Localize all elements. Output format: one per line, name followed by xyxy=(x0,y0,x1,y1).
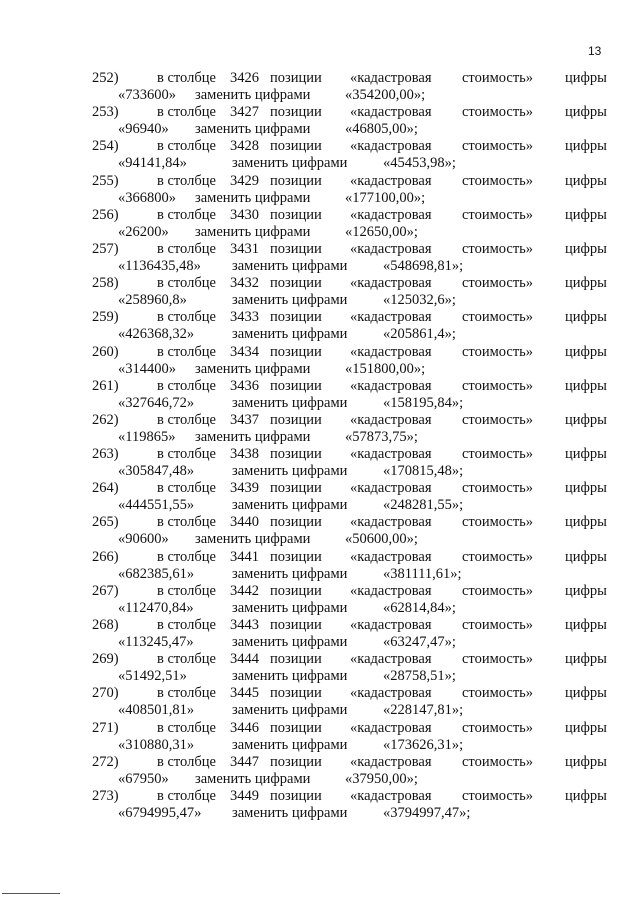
entry-number: 252) xyxy=(92,70,119,86)
column-number: 3441 xyxy=(230,548,259,565)
position-word: позиции xyxy=(270,548,322,565)
replace-text: заменить цифрами xyxy=(232,497,348,514)
figures-word: цифры xyxy=(565,753,607,770)
replace-text: заменить цифрами xyxy=(232,155,348,172)
figures-word: цифры xyxy=(565,651,607,668)
new-value: «158195,84»; xyxy=(383,394,464,411)
cadastral-word: «кадастровая xyxy=(350,787,432,804)
list-item xyxy=(0,205,640,239)
column-number: 3429 xyxy=(230,172,259,189)
new-value: «46805,00»; xyxy=(345,121,418,138)
new-value: «45453,98»; xyxy=(383,155,456,172)
figures-word: цифры xyxy=(565,240,607,257)
cadastral-word: «кадастровая xyxy=(350,104,432,121)
column-number: 3438 xyxy=(230,446,259,463)
column-number: 3436 xyxy=(230,377,259,394)
new-value: «170815,48»; xyxy=(383,463,464,480)
cadastral-word: «кадастровая xyxy=(350,719,432,736)
new-value: «173626,31»; xyxy=(383,736,464,753)
old-value: «733600» xyxy=(118,87,176,103)
cadastral-word: «кадастровая xyxy=(350,582,432,599)
column-number: 3447 xyxy=(230,753,259,770)
entry-number: 261) xyxy=(92,377,119,394)
list-item xyxy=(0,136,640,170)
old-value: «444551,55» xyxy=(118,497,195,514)
figures-word: цифры xyxy=(565,480,607,497)
figures-word: цифры xyxy=(565,787,607,804)
position-word: позиции xyxy=(270,446,322,463)
position-word: позиции xyxy=(270,309,322,326)
column-number: 3426 xyxy=(230,70,259,86)
figures-word: цифры xyxy=(565,377,607,394)
list-item xyxy=(0,547,640,581)
old-value: «96940» xyxy=(118,121,169,138)
list-item xyxy=(0,376,640,410)
column-number: 3442 xyxy=(230,582,259,599)
cost-word: стоимость» xyxy=(462,275,534,292)
cost-word: стоимость» xyxy=(462,377,534,394)
position-word: позиции xyxy=(270,411,322,428)
figures-word: цифры xyxy=(565,719,607,736)
entry-number: 267) xyxy=(92,582,119,599)
column-text: в столбце xyxy=(157,753,216,770)
new-value: «228147,81»; xyxy=(383,702,464,719)
column-text: в столбце xyxy=(157,377,216,394)
entry-number: 260) xyxy=(92,343,119,360)
entry-number: 253) xyxy=(92,104,119,121)
replace-text: заменить цифрами xyxy=(195,360,311,377)
cost-word: стоимость» xyxy=(462,240,534,257)
column-number: 3431 xyxy=(230,240,259,257)
figures-word: цифры xyxy=(565,582,607,599)
column-text: в столбце xyxy=(157,70,216,86)
list-item xyxy=(0,273,640,307)
column-number: 3428 xyxy=(230,138,259,155)
new-value: «28758,51»; xyxy=(383,668,456,685)
position-word: позиции xyxy=(270,240,322,257)
cadastral-word: «кадастровая xyxy=(350,309,432,326)
replace-text: заменить цифрами xyxy=(232,292,348,309)
position-word: позиции xyxy=(270,172,322,189)
list-item xyxy=(0,342,640,376)
position-word: позиции xyxy=(270,377,322,394)
column-text: в столбце xyxy=(157,617,216,633)
position-word: позиции xyxy=(270,617,322,633)
figures-word: цифры xyxy=(565,446,607,463)
column-text: в столбце xyxy=(157,240,216,257)
list-item xyxy=(0,307,640,341)
amendment-list xyxy=(0,68,640,820)
replace-text: заменить цифрами xyxy=(195,121,311,138)
replace-text: заменить цифрами xyxy=(232,565,348,582)
replace-text: заменить цифрами xyxy=(232,257,348,274)
replace-text: заменить цифрами xyxy=(195,189,311,206)
old-value: «327646,72» xyxy=(118,394,195,411)
column-text: в столбце xyxy=(157,172,216,189)
column-text: в столбце xyxy=(157,138,216,155)
position-word: позиции xyxy=(270,685,322,702)
figures-word: цифры xyxy=(565,104,607,121)
column-text: в столбце xyxy=(157,446,216,463)
position-word: позиции xyxy=(270,275,322,292)
cost-word: стоимость» xyxy=(462,446,534,463)
cost-word: стоимость» xyxy=(462,685,534,702)
entry-number: 265) xyxy=(92,514,119,531)
figures-word: цифры xyxy=(565,138,607,155)
figures-word: цифры xyxy=(565,548,607,565)
list-item xyxy=(0,718,640,752)
old-value: «6794995,47» xyxy=(118,804,202,821)
old-value: «112470,84» xyxy=(118,599,194,616)
column-number: 3433 xyxy=(230,309,259,326)
old-value: «408501,81» xyxy=(118,702,195,719)
position-word: позиции xyxy=(270,514,322,531)
figures-word: цифры xyxy=(565,411,607,428)
column-number: 3427 xyxy=(230,104,259,121)
old-value: «90600» xyxy=(118,531,169,548)
column-text: в столбце xyxy=(157,514,216,531)
column-number: 3432 xyxy=(230,275,259,292)
cadastral-word: «кадастровая xyxy=(350,240,432,257)
cadastral-word: «кадастровая xyxy=(350,70,432,86)
list-item xyxy=(0,786,640,820)
old-value: «26200» xyxy=(118,223,169,240)
cost-word: стоимость» xyxy=(462,617,534,633)
entry-number: 256) xyxy=(92,206,119,223)
cadastral-word: «кадастровая xyxy=(350,514,432,531)
old-value: «426368,32» xyxy=(118,326,195,343)
replace-text: заменить цифрами xyxy=(232,804,348,821)
column-number: 3434 xyxy=(230,343,259,360)
cadastral-word: «кадастровая xyxy=(350,275,432,292)
entry-number: 273) xyxy=(92,787,119,804)
cost-word: стоимость» xyxy=(462,787,534,804)
position-word: позиции xyxy=(270,582,322,599)
old-value: «67950» xyxy=(118,770,169,787)
replace-text: заменить цифрами xyxy=(195,223,311,240)
entry-number: 270) xyxy=(92,685,119,702)
old-value: «1136435,48» xyxy=(118,257,201,274)
column-text: в столбце xyxy=(157,411,216,428)
column-number: 3443 xyxy=(230,617,259,633)
old-value: «366800» xyxy=(118,189,176,206)
list-item xyxy=(0,410,640,444)
footer-rule xyxy=(2,893,60,894)
figures-word: цифры xyxy=(565,343,607,360)
column-number: 3446 xyxy=(230,719,259,736)
figures-word: цифры xyxy=(565,70,607,86)
cost-word: стоимость» xyxy=(462,480,534,497)
list-item xyxy=(0,649,640,683)
new-value: «151800,00»; xyxy=(345,360,426,377)
new-value: «177100,00»; xyxy=(345,189,426,206)
old-value: «119865» xyxy=(118,428,176,445)
cost-word: стоимость» xyxy=(462,70,534,86)
position-word: позиции xyxy=(270,343,322,360)
list-item xyxy=(0,239,640,273)
replace-text: заменить цифрами xyxy=(232,326,348,343)
replace-text: заменить цифрами xyxy=(195,87,311,103)
column-number: 3439 xyxy=(230,480,259,497)
figures-word: цифры xyxy=(565,685,607,702)
old-value: «94141,84» xyxy=(118,155,187,172)
entry-number: 264) xyxy=(92,480,119,497)
new-value: «50600,00»; xyxy=(345,531,418,548)
entry-number: 268) xyxy=(92,617,119,633)
old-value: «310880,31» xyxy=(118,736,195,753)
new-value: «12650,00»; xyxy=(345,223,418,240)
cost-word: стоимость» xyxy=(462,343,534,360)
new-value: «63247,47»; xyxy=(383,634,456,650)
old-value: «682385,61» xyxy=(118,565,195,582)
entry-number: 255) xyxy=(92,172,119,189)
column-text: в столбце xyxy=(157,787,216,804)
position-word: позиции xyxy=(270,787,322,804)
position-word: позиции xyxy=(270,138,322,155)
entry-number: 254) xyxy=(92,138,119,155)
column-text: в столбце xyxy=(157,343,216,360)
column-number: 3445 xyxy=(230,685,259,702)
column-number: 3444 xyxy=(230,651,259,668)
cost-word: стоимость» xyxy=(462,651,534,668)
position-word: позиции xyxy=(270,206,322,223)
replace-text: заменить цифрами xyxy=(232,599,348,616)
figures-word: цифры xyxy=(565,309,607,326)
old-value: «305847,48» xyxy=(118,463,195,480)
position-word: позиции xyxy=(270,70,322,86)
cadastral-word: «кадастровая xyxy=(350,138,432,155)
column-text: в столбце xyxy=(157,104,216,121)
cadastral-word: «кадастровая xyxy=(350,446,432,463)
replace-text: заменить цифрами xyxy=(195,428,311,445)
figures-word: цифры xyxy=(565,172,607,189)
cost-word: стоимость» xyxy=(462,172,534,189)
entry-number: 258) xyxy=(92,275,119,292)
position-word: позиции xyxy=(270,719,322,736)
cadastral-word: «кадастровая xyxy=(350,753,432,770)
column-text: в столбце xyxy=(157,548,216,565)
cost-word: стоимость» xyxy=(462,719,534,736)
list-item xyxy=(0,68,640,102)
entry-number: 262) xyxy=(92,411,119,428)
cost-word: стоимость» xyxy=(462,514,534,531)
entry-number: 263) xyxy=(92,446,119,463)
column-number: 3437 xyxy=(230,411,259,428)
replace-text: заменить цифрами xyxy=(232,463,348,480)
column-number: 3440 xyxy=(230,514,259,531)
list-item xyxy=(0,581,640,615)
cadastral-word: «кадастровая xyxy=(350,651,432,668)
list-item xyxy=(0,171,640,205)
replace-text: заменить цифрами xyxy=(232,736,348,753)
list-item xyxy=(0,615,640,649)
cost-word: стоимость» xyxy=(462,582,534,599)
cost-word: стоимость» xyxy=(462,411,534,428)
cadastral-word: «кадастровая xyxy=(350,411,432,428)
entry-number: 271) xyxy=(92,719,119,736)
position-word: позиции xyxy=(270,753,322,770)
column-text: в столбце xyxy=(157,480,216,497)
cost-word: стоимость» xyxy=(462,753,534,770)
cadastral-word: «кадастровая xyxy=(350,617,432,633)
entry-number: 257) xyxy=(92,240,119,257)
figures-word: цифры xyxy=(565,514,607,531)
column-text: в столбце xyxy=(157,582,216,599)
cadastral-word: «кадастровая xyxy=(350,548,432,565)
column-text: в столбце xyxy=(157,719,216,736)
page-number: 13 xyxy=(588,44,602,58)
cost-word: стоимость» xyxy=(462,206,534,223)
new-value: «3794997,47»; xyxy=(383,804,471,821)
figures-word: цифры xyxy=(565,206,607,223)
position-word: позиции xyxy=(270,104,322,121)
list-item xyxy=(0,478,640,512)
new-value: «37950,00»; xyxy=(345,770,418,787)
old-value: «258960,8» xyxy=(118,292,187,309)
cadastral-word: «кадастровая xyxy=(350,206,432,223)
new-value: «57873,75»; xyxy=(345,428,418,445)
list-item xyxy=(0,512,640,546)
column-text: в столбце xyxy=(157,309,216,326)
entry-number: 266) xyxy=(92,548,119,565)
cost-word: стоимость» xyxy=(462,104,534,121)
old-value: «51492,51» xyxy=(118,668,187,685)
list-item xyxy=(0,683,640,717)
replace-text: заменить цифрами xyxy=(232,668,348,685)
column-text: в столбце xyxy=(157,685,216,702)
new-value: «548698,81»; xyxy=(383,257,464,274)
replace-text: заменить цифрами xyxy=(195,531,311,548)
replace-text: заменить цифрами xyxy=(195,770,311,787)
figures-word: цифры xyxy=(565,617,607,633)
replace-text: заменить цифрами xyxy=(232,394,348,411)
entry-number: 272) xyxy=(92,753,119,770)
cost-word: стоимость» xyxy=(462,138,534,155)
old-value: «314400» xyxy=(118,360,176,377)
column-number: 3449 xyxy=(230,787,259,804)
list-item xyxy=(0,752,640,786)
column-number: 3430 xyxy=(230,206,259,223)
entry-number: 269) xyxy=(92,651,119,668)
replace-text: заменить цифрами xyxy=(232,702,348,719)
figures-word: цифры xyxy=(565,275,607,292)
list-item xyxy=(0,102,640,136)
cadastral-word: «кадастровая xyxy=(350,343,432,360)
cost-word: стоимость» xyxy=(462,309,534,326)
new-value: «62814,84»; xyxy=(383,599,456,616)
cadastral-word: «кадастровая xyxy=(350,685,432,702)
column-text: в столбце xyxy=(157,275,216,292)
list-item xyxy=(0,444,640,478)
new-value: «205861,4»; xyxy=(383,326,456,343)
new-value: «125032,6»; xyxy=(383,292,456,309)
replace-text: заменить цифрами xyxy=(232,634,348,650)
cadastral-word: «кадастровая xyxy=(350,172,432,189)
new-value: «354200,00»; xyxy=(345,87,426,103)
new-value: «381111,61»; xyxy=(383,565,462,582)
position-word: позиции xyxy=(270,480,322,497)
column-text: в столбце xyxy=(157,206,216,223)
cadastral-word: «кадастровая xyxy=(350,377,432,394)
old-value: «113245,47» xyxy=(118,634,194,650)
column-text: в столбце xyxy=(157,651,216,668)
cost-word: стоимость» xyxy=(462,548,534,565)
position-word: позиции xyxy=(270,651,322,668)
entry-number: 259) xyxy=(92,309,119,326)
new-value: «248281,55»; xyxy=(383,497,464,514)
cadastral-word: «кадастровая xyxy=(350,480,432,497)
